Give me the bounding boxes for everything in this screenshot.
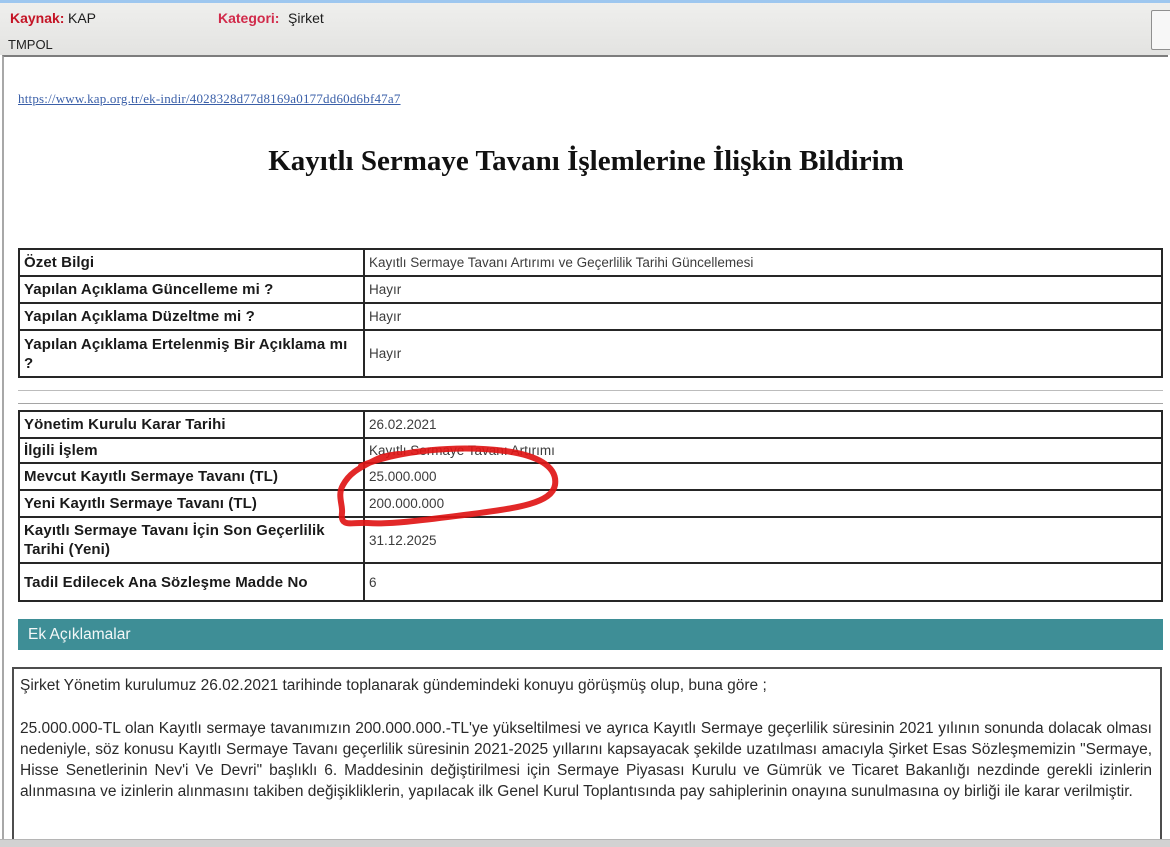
horizontal-scrollbar[interactable]	[0, 839, 1170, 847]
section-header-label: Ek Açıklamalar	[28, 626, 131, 643]
category-label: Kategori:	[218, 10, 280, 26]
additional-explanations-box	[12, 667, 1162, 840]
table-row	[19, 249, 1162, 276]
source-label: Kaynak:	[10, 10, 65, 26]
row-label: Yapılan Açıklama Ertelenmiş Bir Açıklama mı ?	[19, 330, 364, 377]
row-label: Yapılan Açıklama Düzeltme mi ?	[19, 303, 364, 330]
row-label: Mevcut Kayıtlı Sermaye Tavanı (TL)	[19, 463, 364, 490]
page-title: Kayıtlı Sermaye Tavanı İşlemlerine İlişkin Bildirim	[268, 145, 904, 177]
table-spacer	[18, 378, 1163, 410]
row-value: 26.02.2021	[364, 411, 1162, 438]
category-value: Şirket	[288, 10, 324, 26]
table-row	[19, 276, 1162, 303]
table-row	[19, 438, 1162, 463]
summary-table	[18, 248, 1163, 378]
row-value: Hayır	[364, 330, 1162, 377]
row-label: Özet Bilgi	[19, 249, 364, 276]
row-value-current-ceiling: 25.000.000	[364, 463, 1162, 490]
row-value: Hayır	[364, 276, 1162, 303]
section-header-bar	[18, 619, 1163, 650]
table-row	[19, 330, 1162, 377]
explanation-paragraph: Şirket Yönetim kurulumuz 26.02.2021 tarihinde toplanarak gündemindeki konuyu görüşmüş olup, buna göre ;	[20, 677, 767, 694]
row-label: Tadil Edilecek Ana Sözleşme Madde No	[19, 563, 364, 601]
table-row	[19, 563, 1162, 601]
table-row	[19, 490, 1162, 517]
table-row	[19, 463, 1162, 490]
table-row	[19, 517, 1162, 563]
capital-ceiling-table	[18, 410, 1163, 602]
row-value: 31.12.2025	[364, 517, 1162, 563]
row-value: 6	[364, 563, 1162, 601]
corner-button[interactable]	[1151, 10, 1170, 50]
row-label: Yapılan Açıklama Güncelleme mi ?	[19, 276, 364, 303]
row-value-new-ceiling: 200.000.000	[364, 490, 1162, 517]
table-row	[19, 303, 1162, 330]
row-label: Yeni Kayıtlı Sermaye Tavanı (TL)	[19, 490, 364, 517]
ticker-symbol: TMPOL	[8, 37, 53, 52]
row-label: İlgili İşlem	[19, 438, 364, 463]
row-value: Hayır	[364, 303, 1162, 330]
disclosure-tables	[18, 248, 1163, 602]
row-value: Kayıtlı Sermaye Tavanı Artırımı ve Geçerlilik Tarihi Güncellemesi	[364, 249, 1162, 276]
source-value: KAP	[68, 10, 97, 26]
explanation-paragraph: 25.000.000-TL olan Kayıtlı sermaye tavanımızın 200.000.000.-TL'ye yükseltilmesi ve ayrıca Kayıtlı Sermaye geçerlilik süresinin 2021 yılının sonunda dolacak olması nedeniyle, söz konusu Kayıtlı Sermaye Tavanı geçerlilik süresinin 2021-2025 yıllarını kapsayacak şekilde uzatılması amacıyla Şirket Esas Sözleşmemizin "Sermaye, Hisse Senetlerinin Nev'i Ve Devri" başlıklı 6. Maddesinin değiştirilmesi için Sermaye Piyasası Kurulu ve Gümrük ve Ticaret Bakanlığı nezdinde gerekli izinlerin alınmasına ve izinlerin alınmasını takiben değişikliklerin, yapılacak ilk Genel Kurul Toplantısında pay sahiplerinin onayına sunulmasına oy birliği ile karar verilmiştir.	[20, 720, 1152, 800]
row-label: Kayıtlı Sermaye Tavanı İçin Son Geçerlilik Tarihi (Yeni)	[19, 517, 364, 563]
metadata-topbar	[0, 0, 1170, 55]
row-value: Kayıtlı Sermaye Tavanı Artırımı	[364, 438, 1162, 463]
attachment-link[interactable]: https://www.kap.org.tr/ek-indir/4028328d77d8169a0177dd60d6bf47a7	[18, 91, 401, 106]
row-label: Yönetim Kurulu Karar Tarihi	[19, 411, 364, 438]
document-panel	[2, 55, 1168, 840]
table-row	[19, 411, 1162, 438]
